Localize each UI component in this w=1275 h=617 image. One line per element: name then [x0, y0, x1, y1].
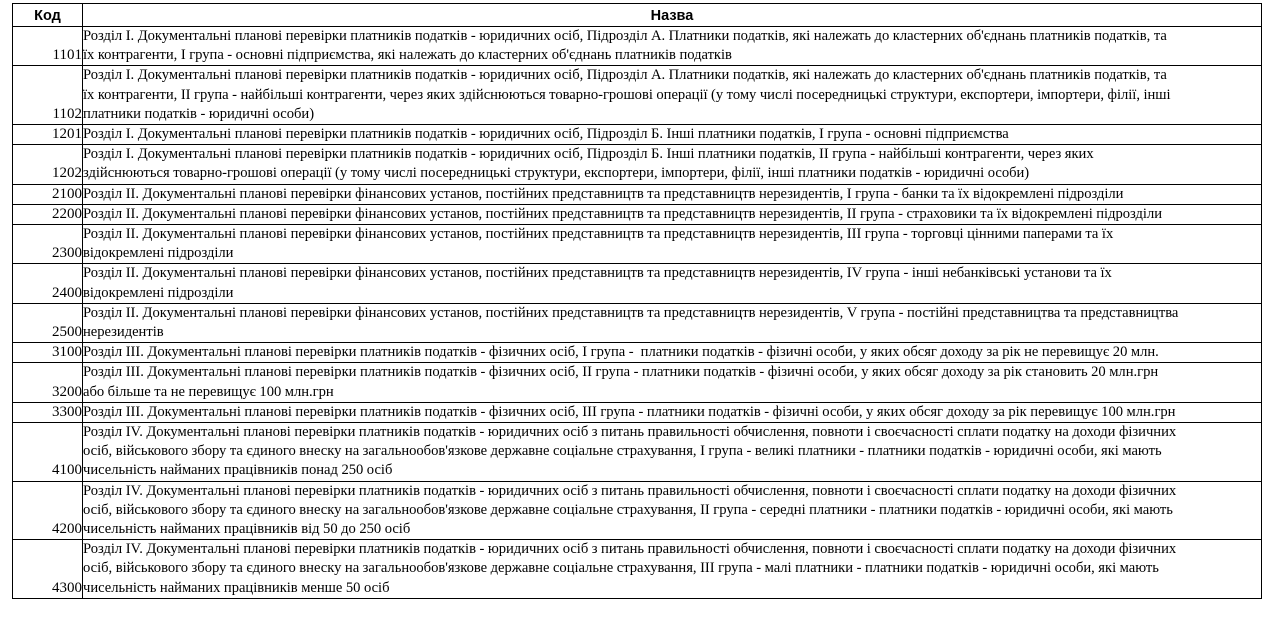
cell-code: 3200 [13, 363, 83, 402]
table-row [13, 27, 1262, 66]
cell-name-line: їх контрагенти, I група - основні підприємства, які належать до кластерних об'єднань платників податків [83, 47, 732, 64]
cell-name-lines [83, 66, 1261, 124]
cell-name-line: Розділ I. Документальні планові перевірки платників податків - юридичних осіб, Підрозділ А. Платники податків, які належать до кластерних об'єднань платників податків, та [83, 28, 1167, 44]
cell-code: 1102 [13, 66, 83, 125]
cell-code: 2400 [13, 264, 83, 303]
cell-name [83, 363, 1262, 402]
cell-name [83, 184, 1262, 204]
table-row [13, 145, 1262, 184]
cell-name-line: Розділ I. Документальні планові перевірки платників податків - юридичних осіб, Підрозділ Б. Інші платники податків, I група - основні підприємства [83, 126, 1009, 143]
cell-name-line: чисельність найманих працівників менше 50 осіб [83, 579, 390, 596]
cell-name-line: або більше та не перевищує 100 млн.грн [83, 383, 334, 400]
cell-name-lines [83, 125, 1261, 144]
cell-name-line: Розділ III. Документальні планові перевірки платників податків - фізичних осіб, I група - платники податків - фізичні особи, у яких обсяг доходу за рік не перевищує 20 млн. [83, 344, 1159, 361]
cell-name-lines [83, 423, 1261, 481]
cell-code: 2200 [13, 204, 83, 224]
cell-code: 3300 [13, 402, 83, 422]
cell-code: 2300 [13, 225, 83, 264]
cell-code: 4300 [13, 540, 83, 599]
codes-table [12, 3, 1262, 599]
cell-name-line: Розділ II. Документальні планові перевірки фінансових установ, постійних представництв та представництв нерезидентів, III група - торговці цінними паперами та їх [83, 226, 1114, 243]
cell-name-line: їх контрагенти, II група - найбільші контрагенти, через яких здійснюються товарно-грошові операції (у тому числі посередницькі структури, експортери, імпортери, філії, інші [83, 86, 1171, 103]
cell-name-line: Розділ IV. Документальні планові перевірки платників податків - юридичних осіб з питань правильності обчислення, повноти і своєчасності сплати податку на доходи фізичних [83, 424, 1177, 441]
header-cell-code: Код [13, 4, 83, 27]
header-row [13, 4, 1262, 27]
cell-code: 4200 [13, 481, 83, 540]
table-row [13, 225, 1262, 264]
cell-name [83, 125, 1262, 145]
cell-name-line: осіб, військового збору та єдиного внеску на загальнообов'язкове державне соціальне страхування, II група - середні платники - платники податків - юридичні особи, які мають [83, 501, 1173, 518]
cell-name-line: чисельність найманих працівників понад 250 осіб [83, 462, 393, 479]
table-row [13, 303, 1262, 342]
table-row [13, 66, 1262, 125]
cell-name-lines [83, 225, 1261, 263]
cell-name-lines [83, 540, 1261, 598]
cell-name-line: Розділ I. Документальні планові перевірки платників податків - юридичних осіб, Підрозділ Б. Інші платники податків, II група - найбільші контрагенти, через яких [83, 146, 1094, 163]
cell-code: 1101 [13, 27, 83, 66]
cell-name-line: здійснюються товарно-грошові операції (у тому числі посередницькі структури, експортери, імпортери, філії, інші платники податків - юридичні особи) [83, 165, 1030, 182]
cell-name-line: Розділ III. Документальні планові перевірки платників податків - фізичних осіб, III група - платники податків - фізичні особи, у яких обсяг доходу за рік перевищує 100 млн.грн [83, 403, 1176, 420]
cell-name-lines [83, 343, 1261, 362]
cell-name-lines [83, 264, 1261, 302]
cell-name [83, 66, 1262, 125]
cell-name-line: осіб, військового збору та єдиного внеску на загальнообов'язкове державне соціальне страхування, I група - великі платники - платники податків - юридичні особи, які мають [83, 443, 1162, 460]
cell-name [83, 204, 1262, 224]
table-row [13, 402, 1262, 422]
cell-name-line: Розділ II. Документальні планові перевірки фінансових установ, постійних представництв та представництв нерезидентів, II група - страховики та їх відокремлені підрозділи [83, 205, 1163, 222]
header-cell-name: Назва [83, 4, 1262, 27]
cell-name [83, 264, 1262, 303]
table-row [13, 423, 1262, 482]
cell-name-line: Розділ II. Документальні планові перевірки фінансових установ, постійних представництв та представництв нерезидентів, V група - постійні представництва та представництва [83, 304, 1179, 321]
cell-code: 1201 [13, 125, 83, 145]
cell-name-line: відокремлені підрозділи [83, 245, 234, 262]
cell-name-line: Розділ IV. Документальні планові перевірки платників податків - юридичних осіб з питань правильності обчислення, повноти і своєчасності сплати податку на доходи фізичних [83, 541, 1177, 558]
cell-name-line: Розділ II. Документальні планові перевірки фінансових установ, постійних представництв та представництв нерезидентів, I група - банки та їх відокремлені підрозділи [83, 185, 1124, 202]
cell-name-lines [83, 205, 1261, 224]
cell-name-lines [83, 185, 1261, 204]
table-row [13, 481, 1262, 540]
cell-code: 2100 [13, 184, 83, 204]
cell-name [83, 540, 1262, 599]
cell-name-lines [83, 304, 1261, 342]
cell-name-lines [83, 145, 1261, 183]
cell-name [83, 402, 1262, 422]
cell-name-line: Розділ II. Документальні планові перевірки фінансових установ, постійних представництв та представництв нерезидентів, IV група - інші небанківські установи та їх [83, 265, 1112, 282]
cell-name [83, 145, 1262, 184]
cell-code: 3100 [13, 343, 83, 363]
table-row [13, 540, 1262, 599]
cell-code: 2500 [13, 303, 83, 342]
cell-name [83, 303, 1262, 342]
cell-name-lines [83, 403, 1261, 422]
cell-name-lines [83, 482, 1261, 540]
cell-name-line: нерезидентів [83, 324, 164, 341]
cell-code: 1202 [13, 145, 83, 184]
cell-name-line: відокремлені підрозділи [83, 284, 234, 301]
table-row [13, 264, 1262, 303]
table-header [13, 4, 1262, 27]
cell-name-line: осіб, військового збору та єдиного внеску на загальнообов'язкове державне соціальне страхування, III група - малі платники - платники податків - юридичні особи, які мають [83, 560, 1159, 577]
table-row [13, 184, 1262, 204]
cell-name-line: Розділ III. Документальні планові перевірки платників податків - фізичних осіб, II група - платники податків - фізичні особи, у яких обсяг доходу за рік становить 20 млн.грн [83, 364, 1159, 381]
cell-name [83, 343, 1262, 363]
cell-name-lines [83, 363, 1261, 401]
cell-name-line: Розділ I. Документальні планові перевірки платників податків - юридичних осіб, Підрозділ А. Платники податків, які належать до кластерних об'єднань платників податків, та [83, 67, 1167, 84]
cell-name-line: платники податків - юридичні особи) [83, 105, 315, 122]
table-row [13, 363, 1262, 402]
table-row [13, 125, 1262, 145]
cell-name [83, 481, 1262, 540]
cell-name [83, 27, 1262, 66]
table-row [13, 343, 1262, 363]
cell-name [83, 423, 1262, 482]
cell-code: 4100 [13, 423, 83, 482]
cell-name [83, 225, 1262, 264]
cell-name-line: Розділ IV. Документальні планові перевірки платників податків - юридичних осіб з питань правильності обчислення, повноти і своєчасності сплати податку на доходи фізичних [83, 482, 1177, 499]
cell-name-lines [83, 27, 1261, 65]
table-body [13, 27, 1262, 599]
table-row [13, 204, 1262, 224]
cell-name-line: чисельність найманих працівників від 50 до 250 осіб [83, 521, 411, 538]
